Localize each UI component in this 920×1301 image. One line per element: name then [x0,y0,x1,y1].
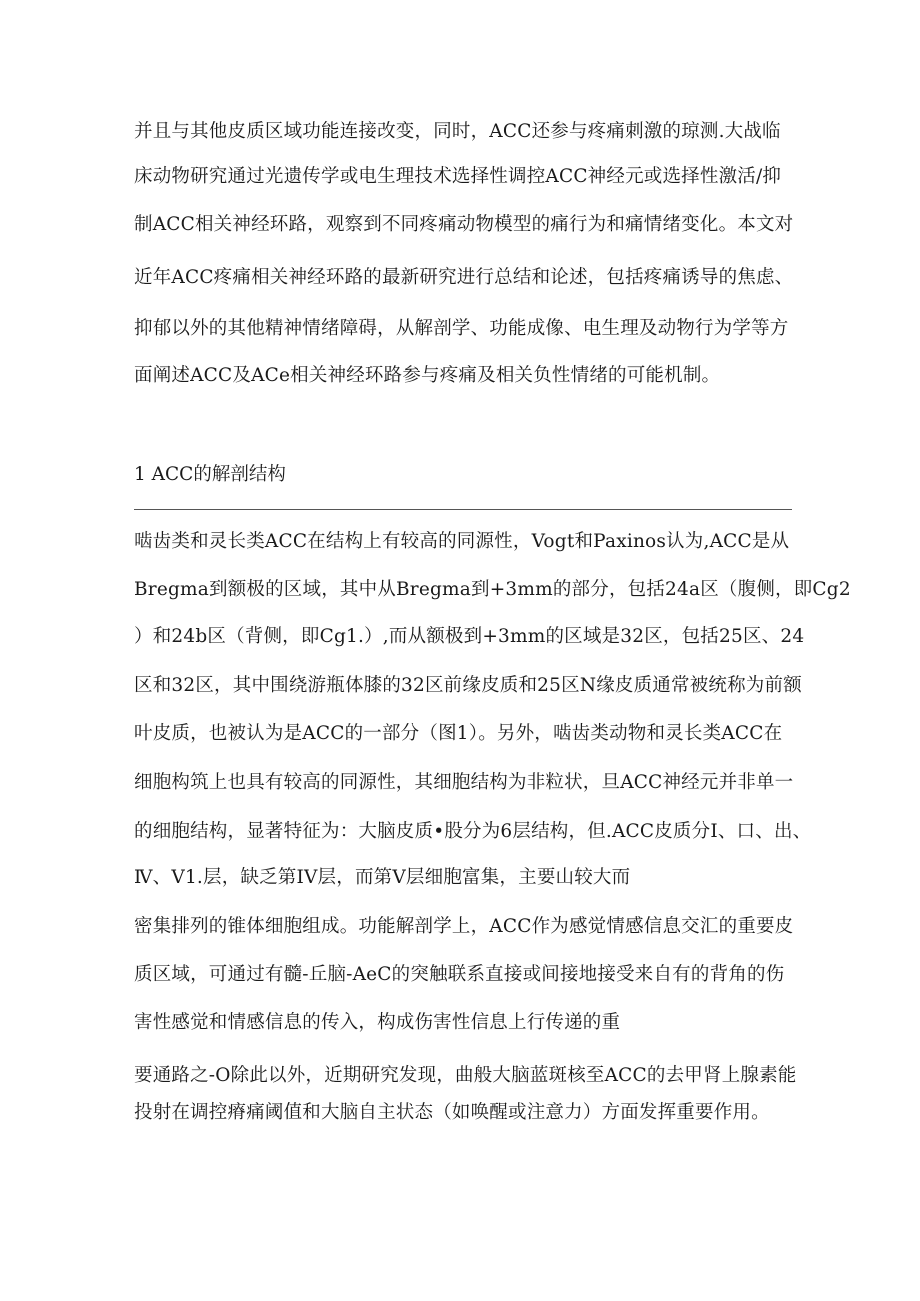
text-line: 质区域，可通过有髓-丘脑-AeC的突触联系直接或间接地接受来自有的背角的伤 [134,964,785,985]
text-line: 制ACC相关神经环路，观察到不同疼痛动物模型的痛行为和痛情绪变化。本文对 [134,214,794,235]
text-line: 近年ACC疼痛相关神经环路的最新研究进行总结和论述，包括疼痛诱导的焦虑、 [134,267,794,288]
text-line: 要通路之-O除此以外，近期研究发现，曲般大脑蓝斑核至ACC的去甲肾上腺素能 [134,1065,797,1086]
text-line: 区和32区，其中围绕游瓶体膝的32区前缘皮质和25区N缘皮质通常被统称为前额 [134,675,802,696]
section-divider [134,509,792,510]
text-line: 抑郁以外的其他精神情绪障碍，从解剖学、功能成像、电生理及动物行为学等方 [134,318,789,339]
text-line: 密集排列的锥体细胞组成。功能解剖学上，ACC作为感觉情感信息交汇的重要皮 [134,916,794,937]
text-line: 面阐述ACC及ACe相关神经环路参与疼痛及相关负性情绪的可能机制。 [134,365,721,386]
text-line: 叶皮质，也被认为是ACC的一部分（图1）。另外，啮齿类动物和灵长类ACC在 [134,723,783,744]
text-line: 细胞构筑上也具有较高的同源性，其细胞结构为非粒状，旦ACC神经元并非单一 [134,772,794,793]
text-line: 的细胞结构，显著特征为：大脑皮质•股分为6层结构，但.ACC皮质分I、口、出、 [134,821,812,842]
text-line: 啮齿类和灵长类ACC在结构上有较高的同源性，Vogt和Paxinos认为,ACC是从 [134,531,790,552]
text-line: 投射在调控瘠痛阈值和大脑自主状态（如唤醒或注意力）方面发挥重要作用。 [134,1102,770,1123]
text-line: 床动物研究通过光遗传学或电生理技术选择性调控ACC神经元或选择性激活/抑 [134,166,782,187]
section-heading: 1 ACC的解剖结构 [134,464,286,485]
text-line: 害性感觉和情感信息的传入，构成伤害性信息上行传递的重 [134,1012,621,1033]
text-line: 并且与其他皮质区域功能连接改变，同时，ACC还参与疼痛刺激的琼测.大战临 [134,121,781,142]
text-line: ）和24b区（背侧，即Cg1.）,而从额极到+3mm的区域是32区，包括25区、24 [134,626,805,647]
text-line: Bregma到额极的区域，其中从Bregma到+3mm的部分，包括24a区（腹侧，即Cg2 [134,579,851,600]
text-line: Ⅳ、V1.层，缺乏第IV层，而第V层细胞富集，主要山较大而 [134,867,631,888]
